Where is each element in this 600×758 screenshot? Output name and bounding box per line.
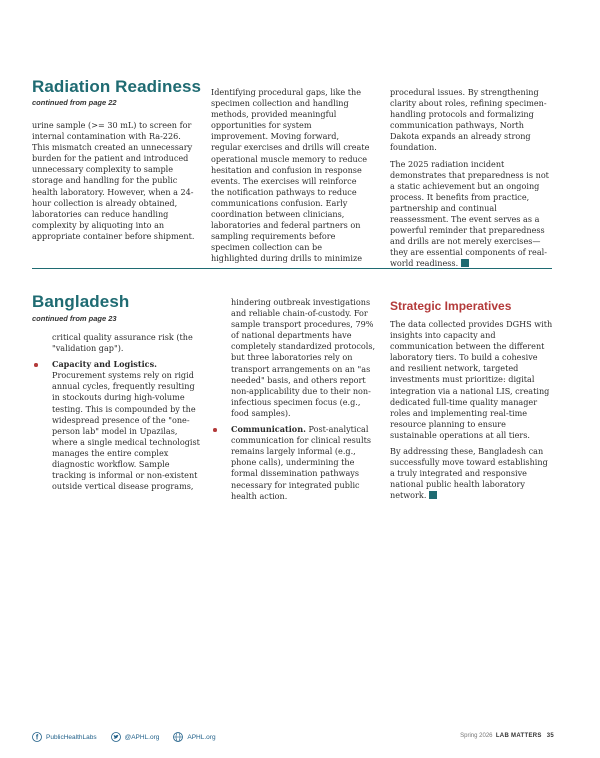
publication-name: LAB MATTERS	[495, 733, 542, 739]
bullet-capacity-logistics	[32, 359, 202, 492]
bullet-dot	[34, 363, 38, 367]
bangladesh-continued-note: continued from page 23	[32, 314, 117, 323]
bangladesh-column-1	[32, 332, 202, 497]
strategic-imperatives-heading: Strategic Imperatives	[390, 299, 512, 313]
bullet-text: Post-analytical communication for clinical results remains largely informal (e.g., phone calls), undermining the formal dissemination pathways necessary for integrated public health action.	[231, 424, 371, 501]
radiation-column-1	[32, 120, 200, 247]
website-link[interactable]: APHL.org	[173, 732, 215, 742]
bangladesh-column-3	[390, 299, 554, 507]
bullet-label: Capacity and Logistics.	[52, 359, 157, 370]
radiation-column-2	[211, 87, 371, 270]
bangladesh-column-2	[211, 297, 377, 507]
globe-icon	[173, 732, 183, 742]
issue-label: Spring 2026	[460, 733, 493, 739]
radiation-continued-note: continued from page 22	[32, 98, 117, 107]
bullet-text: Procurement systems rely on rigid annual cycles, frequently resulting in stockouts during high-volume testing. This is compounded by the widespread presence of the "one-person lab" model in Upazilas, where a single medical technologist manages the entire complex diagnostic workflow. Sample tracking is informal or non-existent outside vertical disease programs,	[52, 370, 200, 492]
radiation-col2-paragraph: Identifying procedural gaps, like the specimen collection and handling methods, provided meaningful opportunities for system improvement. Moving forward, regular exercises and drills will create operational muscle memory to reduce hesitation and confusion in response events. The exercises will reinforce the notification pathways to reduce communications confusion. Early coordination between clinicians, laboratories and federal partners on sampling requirements before specimen collection can be highlighted during drills to minimize	[211, 87, 370, 264]
bullet-dot	[213, 428, 217, 432]
radiation-column-3	[390, 87, 552, 275]
end-of-article-mark	[429, 491, 437, 499]
bullet-label: Communication.	[231, 424, 306, 435]
twitter-link[interactable]: @APHL.org	[111, 732, 160, 742]
strategic-paragraph-1: The data collected provides DGHS with insights into capacity and communication between the different laboratory tiers. To build a cohesive and resilient network, targeted investments must prioritize: digital integration via a national LIS, creating dedicated full-time quality manager roles and implementing real-time resource planning to ensure sustainable operations at all tiers.	[390, 319, 553, 440]
bangladesh-col2-paragraph: hindering outbreak investigations and reliable chain-of-custody. For sample transport procedures, 79% of national departments have completely standardized protocols, but three laboratories rely on transport arrangements on an "as needed" basis, and others report non-applicability due to their non-infectious specimen focus (e.g., food samples).	[231, 297, 376, 418]
radiation-col1-paragraph: urine sample (>= 30 mL) to screen for internal contamination with Ra-226. This mismatch created an unnecessary burden for the patient and introduced unnecessary complexity to sample storage and handling for the public health laboratory. However, when a 24-hour collection is already obtained, laboratories can reduce handling complexity by aliquoting into an appropriate container before shipment.	[32, 120, 195, 241]
page-number: 35	[546, 733, 554, 739]
facebook-link[interactable]: f PublicHealthLabs	[32, 732, 97, 742]
twitter-icon	[111, 732, 121, 742]
end-of-article-mark	[461, 259, 469, 267]
bullet-communication	[211, 424, 377, 502]
radiation-title: Radiation Readiness	[32, 77, 202, 96]
bangladesh-col1-paragraph: critical quality assurance risk (the "validation gap").	[52, 332, 193, 354]
strategic-paragraph-2: By addressing these, Bangladesh can successfully move toward establishing a truly integrated and responsive national public health laboratory network.	[390, 446, 548, 501]
footer-social	[32, 732, 230, 742]
svg-text:f: f	[35, 734, 39, 742]
page-footer-info	[460, 733, 554, 739]
radiation-col3-paragraph-2: The 2025 radiation incident demonstrates that preparedness is not a static achievement but an ongoing process. It benefits from practice, partnership and continual reassessment. The event serves as a powerful reminder that preparedness and drills are not merely exercises—they are essential components of real-world readiness.	[390, 158, 549, 269]
facebook-icon	[32, 732, 42, 742]
section-divider	[32, 268, 552, 269]
bangladesh-title: Bangladesh	[32, 292, 130, 311]
bangladesh-bullet-list-2	[211, 424, 377, 502]
radiation-col3-paragraph-1: procedural issues. By strengthening clarity about roles, refining specimen-handling protocols and formalizing communication pathways, North Dakota expands an already strong foundation.	[390, 87, 547, 153]
bangladesh-bullet-list	[32, 359, 202, 492]
